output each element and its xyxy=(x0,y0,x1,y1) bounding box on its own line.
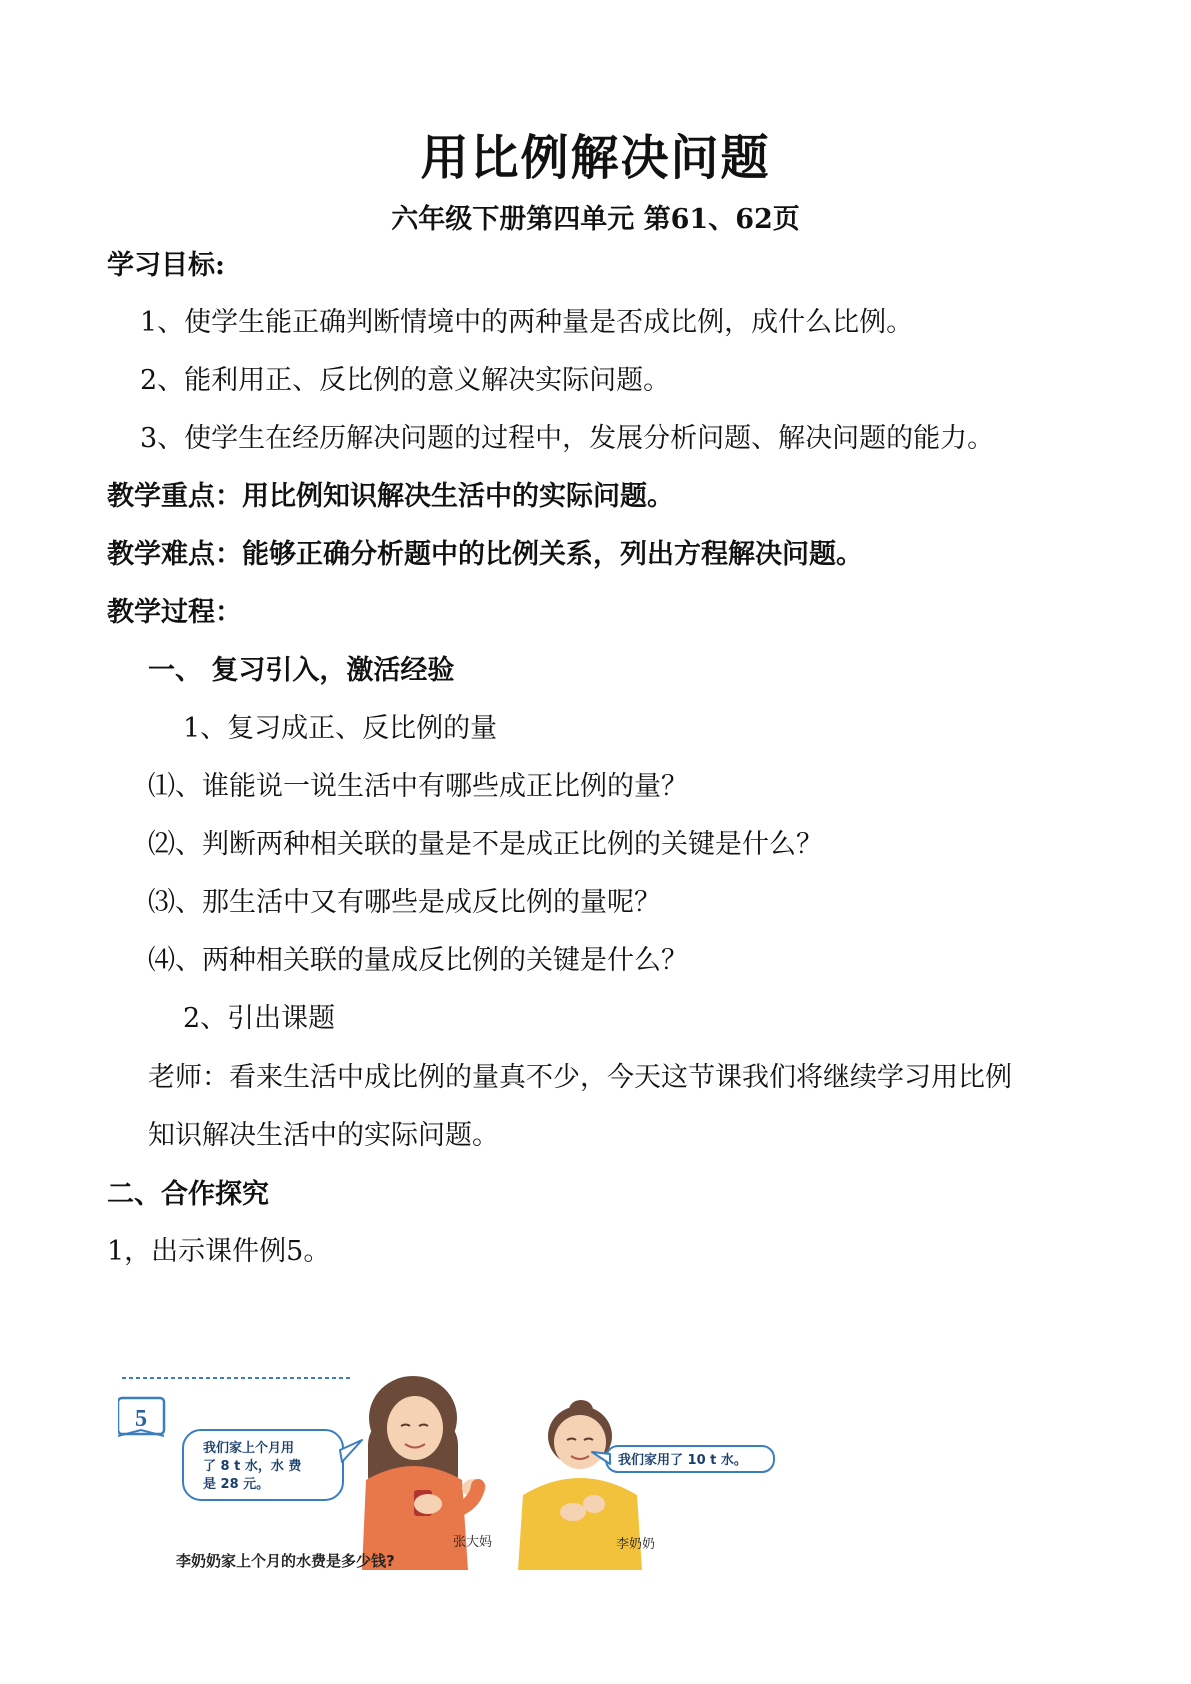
example-question: 李奶奶家上个月的水费是多少钱? xyxy=(176,1552,395,1570)
bubble-left-line-1: 我们家上个月用 xyxy=(203,1441,295,1456)
question-4: ⑷、两种相关联的量成反比例的关键是什么？ xyxy=(148,945,688,976)
example-number: 5 xyxy=(135,1406,147,1432)
objective-item-3: 3、使学生在经历解决问题的过程中，发展分析问题、解决问题的能力。 xyxy=(140,423,995,454)
objectives-heading: 学习目标: xyxy=(107,250,225,281)
page-title: 用比例解决问题 xyxy=(420,130,771,186)
question-2: ⑵、判断两种相关联的量是不是成正比例的关键是什么？ xyxy=(148,829,823,860)
name-left: 张大妈 xyxy=(453,1535,493,1550)
bubble-left-line-3: 是 28 元。 xyxy=(203,1477,270,1492)
bubble-right-text: 我们家用了 10 t 水。 xyxy=(618,1453,747,1468)
name-right: 李奶奶 xyxy=(616,1537,656,1552)
speech-bubble-right xyxy=(592,1446,774,1472)
speech-bubble-left xyxy=(183,1430,362,1500)
section2-item-1: 1，出示课件例5。 xyxy=(107,1236,331,1267)
question-3: ⑶、那生活中又有哪些是成反比例的量呢？ xyxy=(148,887,661,918)
section1-sub2: 2、引出课题 xyxy=(183,1003,336,1034)
section1-sub1: 1、复习成正、反比例的量 xyxy=(183,713,498,744)
question-1: ⑴、谁能说一说生活中有哪些成正比例的量？ xyxy=(148,771,688,802)
section1-heading: 一、 复习引入，激活经验 xyxy=(148,655,455,686)
bubble-left-line-2: 了 8 t 水，水 费 xyxy=(203,1459,302,1474)
process-heading: 教学过程： xyxy=(107,597,242,628)
example-number-badge xyxy=(118,1398,164,1436)
teacher-line-1: 老师：看来生活中成比例的量真不少，今天这节课我们将继续学习用比例 xyxy=(148,1062,1012,1093)
key-point: 教学重点：用比例知识解决生活中的实际问题。 xyxy=(107,481,674,512)
objective-item-1: 1、使学生能正确判断情境中的两种量是否成比例，成什么比例。 xyxy=(140,307,914,338)
difficulty: 教学难点：能够正确分析题中的比例关系，列出方程解决问题。 xyxy=(107,539,863,570)
page-subtitle: 六年级下册第四单元 第61、62页 xyxy=(391,204,800,235)
section2-heading: 二、合作探究 xyxy=(107,1179,269,1210)
objective-item-2: 2、能利用正、反比例的意义解决实际问题。 xyxy=(140,365,671,396)
teacher-line-2: 知识解决生活中的实际问题。 xyxy=(148,1120,499,1151)
example-illustration xyxy=(118,1370,878,1570)
